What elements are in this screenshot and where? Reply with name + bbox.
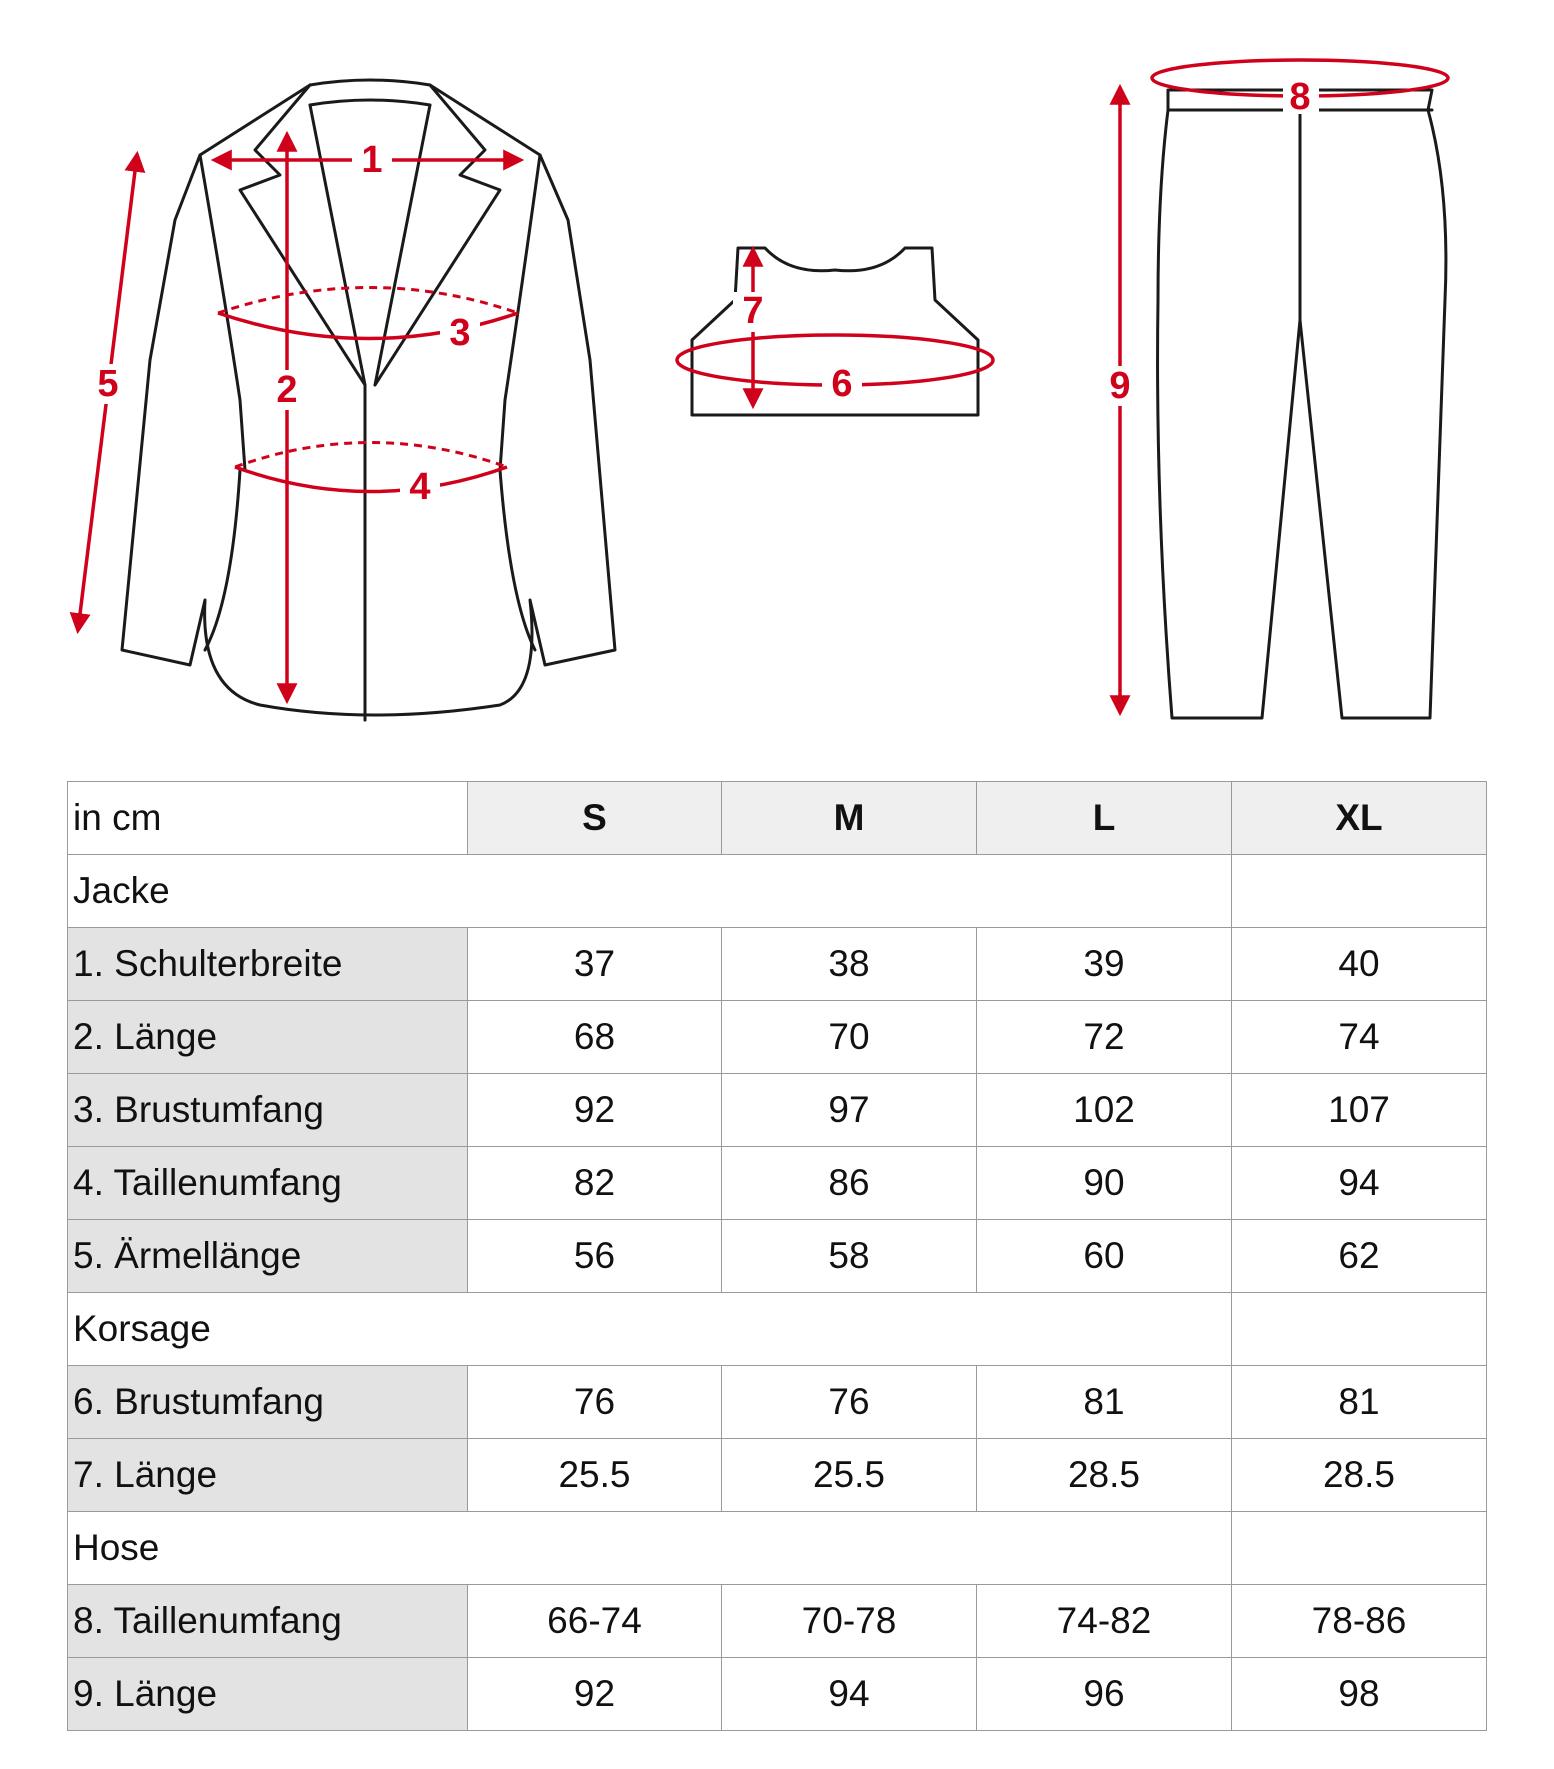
table-row bbox=[68, 1439, 1487, 1512]
table-row bbox=[68, 1585, 1487, 1658]
table-row bbox=[68, 1366, 1487, 1439]
section-title: Korsage bbox=[68, 1293, 1232, 1366]
value-cell: 70 bbox=[722, 1001, 977, 1074]
value-cell: 28.5 bbox=[1232, 1439, 1487, 1512]
size-header-m: M bbox=[722, 782, 977, 855]
marker-3-label: 3 bbox=[449, 312, 471, 354]
marker-1-label: 1 bbox=[361, 139, 383, 181]
value-cell: 58 bbox=[722, 1220, 977, 1293]
value-cell: 76 bbox=[722, 1366, 977, 1439]
value-cell: 40 bbox=[1232, 928, 1487, 1001]
value-cell: 72 bbox=[977, 1001, 1232, 1074]
value-cell: 81 bbox=[977, 1366, 1232, 1439]
marker-7-label: 7 bbox=[742, 290, 764, 332]
value-cell: 38 bbox=[722, 928, 977, 1001]
section-title: Hose bbox=[68, 1512, 1232, 1585]
value-cell: 92 bbox=[468, 1074, 722, 1147]
value-cell: 94 bbox=[1232, 1147, 1487, 1220]
value-cell: 82 bbox=[468, 1147, 722, 1220]
value-cell: 66-74 bbox=[468, 1585, 722, 1658]
value-cell: 74 bbox=[1232, 1001, 1487, 1074]
garment-measurement-diagram bbox=[0, 0, 1554, 760]
size-header-s: S bbox=[468, 782, 722, 855]
value-cell: 62 bbox=[1232, 1220, 1487, 1293]
measurement-label: 7. Länge bbox=[68, 1439, 468, 1512]
marker-5-label: 5 bbox=[97, 363, 119, 405]
value-cell: 86 bbox=[722, 1147, 977, 1220]
pants-illustration bbox=[1158, 90, 1446, 718]
section-row-korsage bbox=[68, 1293, 1487, 1366]
value-cell: 39 bbox=[977, 928, 1232, 1001]
value-cell: 78-86 bbox=[1232, 1585, 1487, 1658]
section-spacer bbox=[1232, 1512, 1487, 1585]
value-cell: 74-82 bbox=[977, 1585, 1232, 1658]
value-cell: 107 bbox=[1232, 1074, 1487, 1147]
measurement-label: 5. Ärmellänge bbox=[68, 1220, 468, 1293]
table-row bbox=[68, 1220, 1487, 1293]
value-cell: 25.5 bbox=[468, 1439, 722, 1512]
value-cell: 56 bbox=[468, 1220, 722, 1293]
header-row bbox=[68, 782, 1487, 855]
section-spacer bbox=[1232, 855, 1487, 928]
measurement-label: 6. Brustumfang bbox=[68, 1366, 468, 1439]
value-cell: 28.5 bbox=[977, 1439, 1232, 1512]
value-cell: 25.5 bbox=[722, 1439, 977, 1512]
value-cell: 92 bbox=[468, 1658, 722, 1731]
measurement-label: 4. Taillenumfang bbox=[68, 1147, 468, 1220]
size-header-xl: XL bbox=[1232, 782, 1487, 855]
measurement-label: 2. Länge bbox=[68, 1001, 468, 1074]
table-row bbox=[68, 1147, 1487, 1220]
value-cell: 97 bbox=[722, 1074, 977, 1147]
section-row-hose bbox=[68, 1512, 1487, 1585]
value-cell: 76 bbox=[468, 1366, 722, 1439]
marker-2-label: 2 bbox=[276, 369, 298, 411]
size-chart-table bbox=[67, 781, 1487, 1731]
marker-6-label: 6 bbox=[831, 363, 853, 405]
value-cell: 60 bbox=[977, 1220, 1232, 1293]
value-cell: 96 bbox=[977, 1658, 1232, 1731]
table-row bbox=[68, 1074, 1487, 1147]
table-row bbox=[68, 1658, 1487, 1731]
measurement-label: 1. Schulterbreite bbox=[68, 928, 468, 1001]
section-row-jacke bbox=[68, 855, 1487, 928]
size-header-l: L bbox=[977, 782, 1232, 855]
measurement-label: 9. Länge bbox=[68, 1658, 468, 1731]
marker-8-label: 8 bbox=[1289, 76, 1311, 118]
marker-9-label: 9 bbox=[1109, 365, 1131, 407]
value-cell: 98 bbox=[1232, 1658, 1487, 1731]
section-spacer bbox=[1232, 1293, 1487, 1366]
measurement-label: 3. Brustumfang bbox=[68, 1074, 468, 1147]
value-cell: 90 bbox=[977, 1147, 1232, 1220]
table-row bbox=[68, 1001, 1487, 1074]
section-title: Jacke bbox=[68, 855, 1232, 928]
unit-label: in cm bbox=[68, 782, 468, 855]
value-cell: 81 bbox=[1232, 1366, 1487, 1439]
value-cell: 102 bbox=[977, 1074, 1232, 1147]
measurement-label: 8. Taillenumfang bbox=[68, 1585, 468, 1658]
marker-4-label: 4 bbox=[409, 466, 431, 508]
value-cell: 94 bbox=[722, 1658, 977, 1731]
value-cell: 68 bbox=[468, 1001, 722, 1074]
value-cell: 70-78 bbox=[722, 1585, 977, 1658]
table-row bbox=[68, 928, 1487, 1001]
value-cell: 37 bbox=[468, 928, 722, 1001]
